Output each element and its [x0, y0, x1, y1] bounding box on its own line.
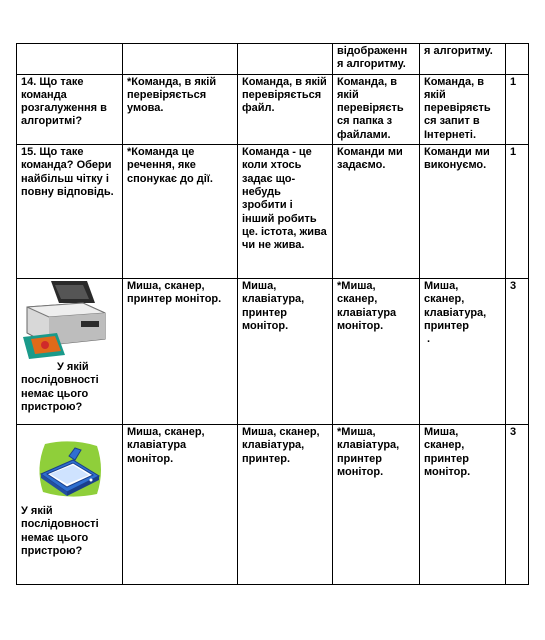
- answer-cell-4: Команда, в якій перевіряєть ся запит в Інтернеті.: [420, 74, 506, 144]
- score-cell: 3: [506, 279, 529, 425]
- answer-cell-4: Миша, сканер, принтер монітор.: [420, 425, 506, 585]
- question-text: послідовності немає цього пристрою?: [21, 374, 99, 413]
- answer-cell-1: Миша, сканер, клавіатура монітор.: [123, 425, 238, 585]
- answer-cell-3: *Миша, сканер, клавіатура монітор.: [333, 279, 420, 425]
- answer-cell-1: [123, 44, 238, 75]
- answer-cell-2: Команда, в якій перевіряється файл.: [238, 74, 333, 144]
- question-first-line: У якій: [57, 361, 89, 374]
- table-row: [17, 44, 529, 75]
- answer-cell-4: [420, 279, 506, 425]
- answer-cell-1: *Команда це речення, яке спонукає до дії.: [123, 145, 238, 279]
- question-cell: [17, 44, 123, 75]
- table-row: [17, 74, 529, 144]
- table-row: [17, 145, 529, 279]
- answer-extra: .: [427, 333, 431, 346]
- question-cell: 14. Що таке команда розгалуження в алгоритмі?: [17, 74, 123, 144]
- answer-cell-3: Команди ми задаємо.: [333, 145, 420, 279]
- answer-cell-3: відображенн я алгоритму.: [333, 44, 420, 75]
- answer-cell-2: Миша, клавіатура, принтер монітор.: [238, 279, 333, 425]
- answer-cell-4: я алгоритму.: [420, 44, 506, 75]
- answer-cell-1: Миша, сканер, принтер монітор.: [123, 279, 238, 425]
- answer-cell-3: *Миша, клавіатура, принтер монітор.: [333, 425, 420, 585]
- question-cell: 15. Що таке команда? Обери найбільш чітку і повну відповідь.: [17, 145, 123, 279]
- answer-cell-2: Команда - це коли хтось задає що-небудь зробити і інший робить це. істота, жива чи не жива.: [238, 145, 333, 279]
- answer-cell-2: Миша, сканер, клавіатура, принтер.: [238, 425, 333, 585]
- score-cell: 3: [506, 425, 529, 585]
- score-cell: 1: [506, 145, 529, 279]
- question-cell: [17, 279, 123, 425]
- question-cell: [17, 425, 123, 585]
- answer-cell-4: Команди ми виконуємо.: [420, 145, 506, 279]
- table-row: [17, 425, 529, 585]
- question-text: У якій послідовності немає цього пристрою?: [21, 505, 99, 557]
- table-row: [17, 279, 529, 425]
- score-cell: [506, 44, 529, 75]
- quiz-table: [16, 43, 529, 585]
- score-cell: 1: [506, 74, 529, 144]
- answer-cell-2: [238, 44, 333, 75]
- scanner-icon: [35, 438, 105, 500]
- printer-icon: [21, 277, 109, 359]
- answer-text: Миша, сканер, клавіатура, принтер: [424, 280, 487, 332]
- answer-cell-3: Команда, в якій перевіряєть ся папка з файлами.: [333, 74, 420, 144]
- answer-cell-1: *Команда, в якій перевіряється умова.: [123, 74, 238, 144]
